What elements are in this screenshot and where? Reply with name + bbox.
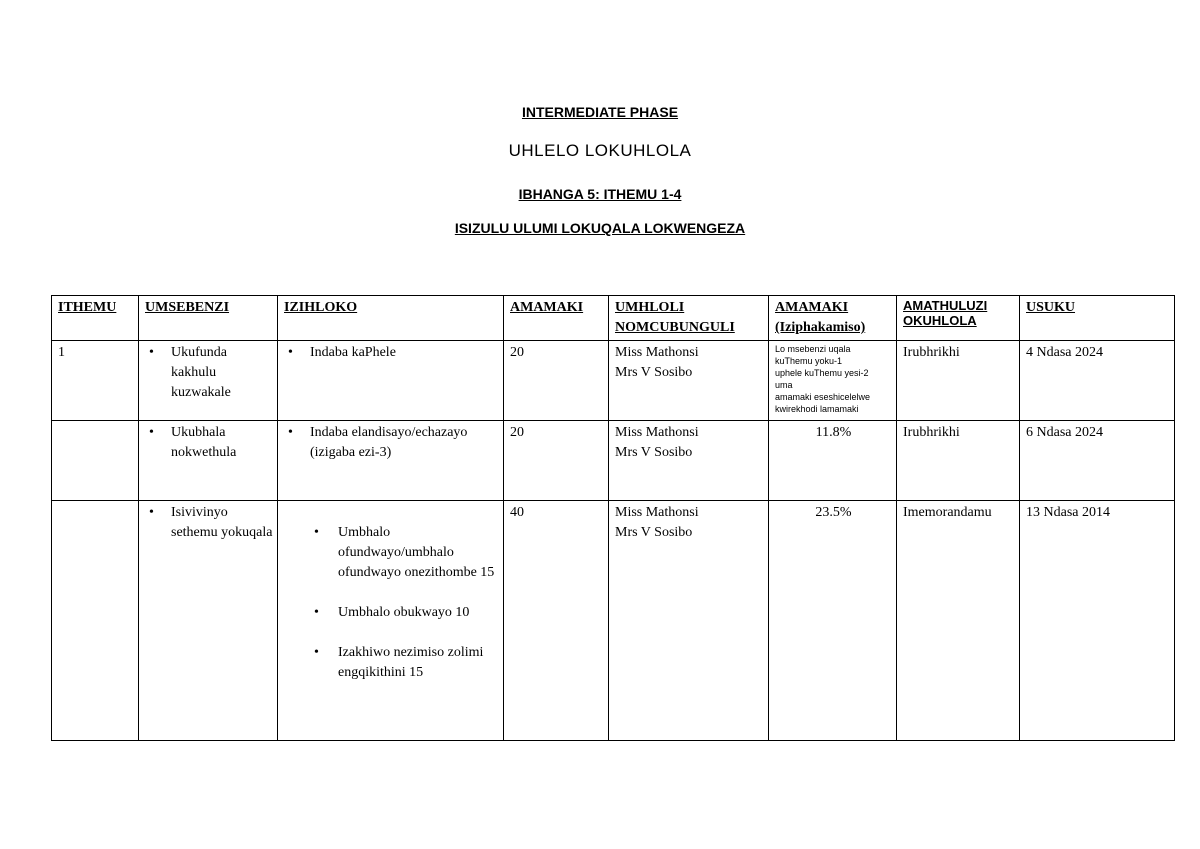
cell-izihloko [278,501,504,741]
note-line: kuThemu yoku-1 [775,356,843,366]
list-item: • Ukufunda kakhulu kuzwakale [145,343,273,403]
subject-heading: ISIZULU ULUMI LOKUQALA LOKWENGEZA [454,220,746,236]
cell-ithemu [52,501,139,741]
cell-usuku: 6 Ndasa 2024 [1020,421,1175,501]
list-item: • Umbhalo obukwayo 10 [310,603,499,623]
col-header-umhloli [609,296,769,341]
col-header-ithemu: ITHEMU [52,296,139,341]
assessment-plan-table [51,295,1175,741]
cell-umsebenzi [139,341,278,421]
cell-izihloko [278,421,504,501]
list-item: • Indaba elandisayo/echazayo (izigaba ezi-3) [284,423,499,463]
assessor-name: Miss Mathonsi [615,345,699,360]
cell-usuku: 13 Ndasa 2014 [1020,501,1175,741]
moderator-name: Mrs V Sosibo [615,365,693,380]
list-item: • Isivivinyo sethemu yokuqala [145,503,273,543]
cell-ithemu: 1 [52,341,139,421]
cell-umhloli [609,341,769,421]
col-header-usuku: USUKU [1020,296,1175,341]
note-line: uphele kuThemu yesi-2 [775,368,869,378]
cell-amamaki: 20 [504,341,609,421]
note-line: kwirekhodi lamamaki [775,404,859,414]
cell-umhloli [609,421,769,501]
cell-umsebenzi [139,501,278,741]
table-row [52,341,1175,421]
col-header-amathuluzi-line1: AMATHULUZI [903,298,988,313]
cell-izihloko [278,341,504,421]
col-header-iziphakamiso-line2: (Iziphakamiso) [775,320,866,335]
col-header-umsebenzi: UMSEBENZI [139,296,278,341]
col-header-amathuluzi-line2: OKUHLOLA [903,313,977,328]
col-header-umhloli-line2: NOMCUBUNGULI [615,320,735,335]
table-row [52,421,1175,501]
col-header-umhloli-line1: UMHLOLI [615,300,685,315]
cell-iziphakamiso-percent: 11.8% [769,421,897,501]
list-item: • Umbhalo ofundwayo/umbhalo ofundwayo onezithombe 15 [310,523,499,583]
cell-iziphakamiso-note [769,341,897,421]
cell-usuku: 4 Ndasa 2024 [1020,341,1175,421]
phase-heading: INTERMEDIATE PHASE [521,104,679,120]
moderator-name: Mrs V Sosibo [615,525,693,540]
list-item: • Ukubhala nokwethula [145,423,273,463]
cell-ithemu [52,421,139,501]
assessor-name: Miss Mathonsi [615,425,699,440]
col-header-iziphakamiso [769,296,897,341]
moderator-name: Mrs V Sosibo [615,445,693,460]
cell-iziphakamiso-percent: 23.5% [769,501,897,741]
cell-amathuluzi: Irubhrikhi [897,421,1020,501]
note-line: Lo msebenzi uqala [775,344,851,354]
assessor-name: Miss Mathonsi [615,505,699,520]
list-item: • Indaba kaPhele [284,343,499,363]
col-header-amamaki: AMAMAKI [504,296,609,341]
cell-amamaki: 40 [504,501,609,741]
col-header-izihloko: IZIHLOKO [278,296,504,341]
cell-umsebenzi [139,421,278,501]
table-header-row [52,296,1175,341]
cell-amamaki: 20 [504,421,609,501]
col-header-iziphakamiso-line1: AMAMAKI [775,300,849,315]
term-heading: IBHANGA 5: ITHEMU 1-4 [518,186,682,202]
plan-title: UHLELO LOKUHLOLA [508,141,692,160]
list-item: • Izakhiwo nezimiso zolimi engqikithini 15 [310,643,499,683]
cell-amathuluzi: Irubhrikhi [897,341,1020,421]
cell-umhloli [609,501,769,741]
table-row [52,501,1175,741]
note-line: amamaki eseshicelelwe [775,392,871,402]
note-line: uma [775,380,793,390]
cell-amathuluzi: Imemorandamu [897,501,1020,741]
col-header-amathuluzi [897,296,1020,341]
